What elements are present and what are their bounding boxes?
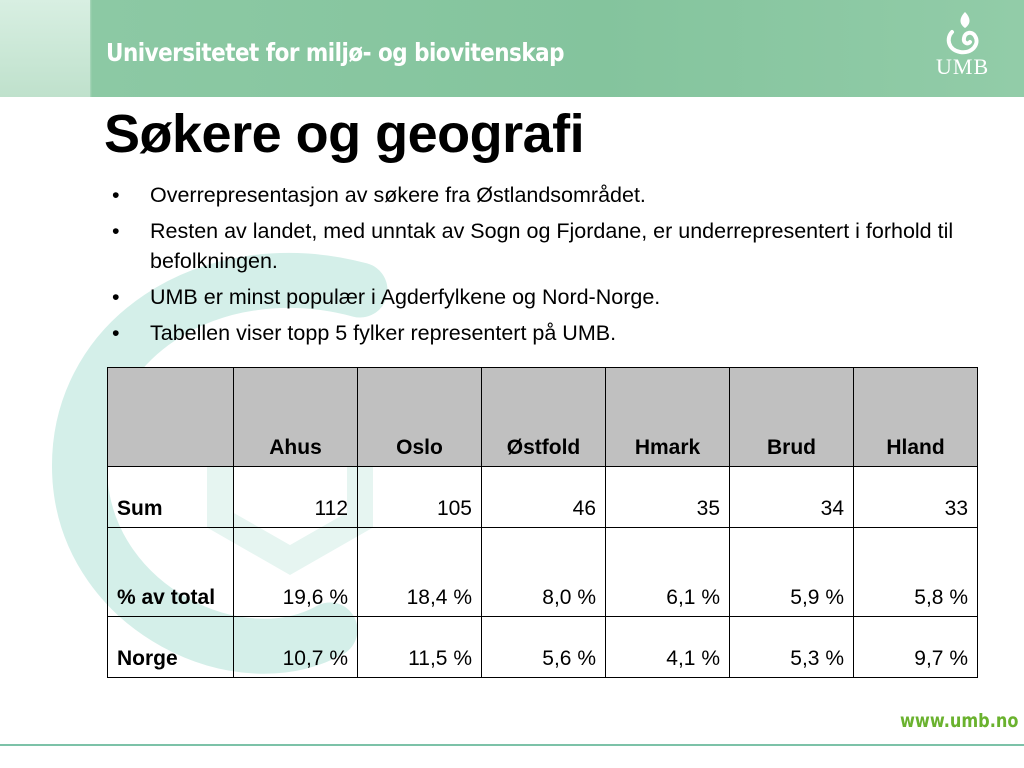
column-header: Brud <box>730 368 854 467</box>
table-cell: 5,6 % <box>482 617 606 678</box>
table-cell: 18,4 % <box>358 528 482 617</box>
bullet-item: • UMB er minst populær i Agderfylkene og Nord-Norge. <box>108 282 998 312</box>
column-header: Hmark <box>606 368 730 467</box>
row-label: Sum <box>108 467 234 528</box>
table-cell: 6,1 % <box>606 528 730 617</box>
column-header: Hland <box>854 368 978 467</box>
table-row <box>108 528 978 617</box>
footer-url: www.umb.no <box>900 710 1019 732</box>
header-left-panel <box>0 0 90 97</box>
row-label: Norge <box>108 617 234 678</box>
table-cell: 11,5 % <box>358 617 482 678</box>
bullet-item: • Tabellen viser topp 5 fylker representert på UMB. <box>108 318 998 348</box>
table-cell: 35 <box>606 467 730 528</box>
slide-title: Søkere og geografi <box>104 104 585 164</box>
table-cell: 112 <box>234 467 358 528</box>
column-header: Østfold <box>482 368 606 467</box>
table-cell: 5,9 % <box>730 528 854 617</box>
table-row <box>108 617 978 678</box>
university-name: Universitetet for miljø- og biovitenskap <box>106 38 564 67</box>
table-cell: 105 <box>358 467 482 528</box>
applicants-table <box>107 367 978 678</box>
table-cell: 5,3 % <box>730 617 854 678</box>
bullet-item: • Resten av landet, med unntak av Sogn og Fjordane, er underrepresentert i forhold til befolkningen. <box>108 216 998 276</box>
logo-text: UMB <box>936 54 990 79</box>
bullet-list <box>108 180 998 354</box>
column-header-empty <box>108 368 234 467</box>
bullet-item: • Overrepresentasjon av søkere fra Østlandsområdet. <box>108 180 998 210</box>
table-cell: 33 <box>854 467 978 528</box>
table-cell: 8,0 % <box>482 528 606 617</box>
table-cell: 4,1 % <box>606 617 730 678</box>
footer-divider <box>0 744 1024 746</box>
table-cell: 5,8 % <box>854 528 978 617</box>
column-header: Oslo <box>358 368 482 467</box>
table-cell: 10,7 % <box>234 617 358 678</box>
table-header-row <box>108 368 978 467</box>
table-cell: 46 <box>482 467 606 528</box>
table-row <box>108 467 978 528</box>
table-cell: 19,6 % <box>234 528 358 617</box>
row-label: % av total <box>108 528 234 617</box>
table-cell: 34 <box>730 467 854 528</box>
table-cell: 9,7 % <box>854 617 978 678</box>
column-header: Ahus <box>234 368 358 467</box>
